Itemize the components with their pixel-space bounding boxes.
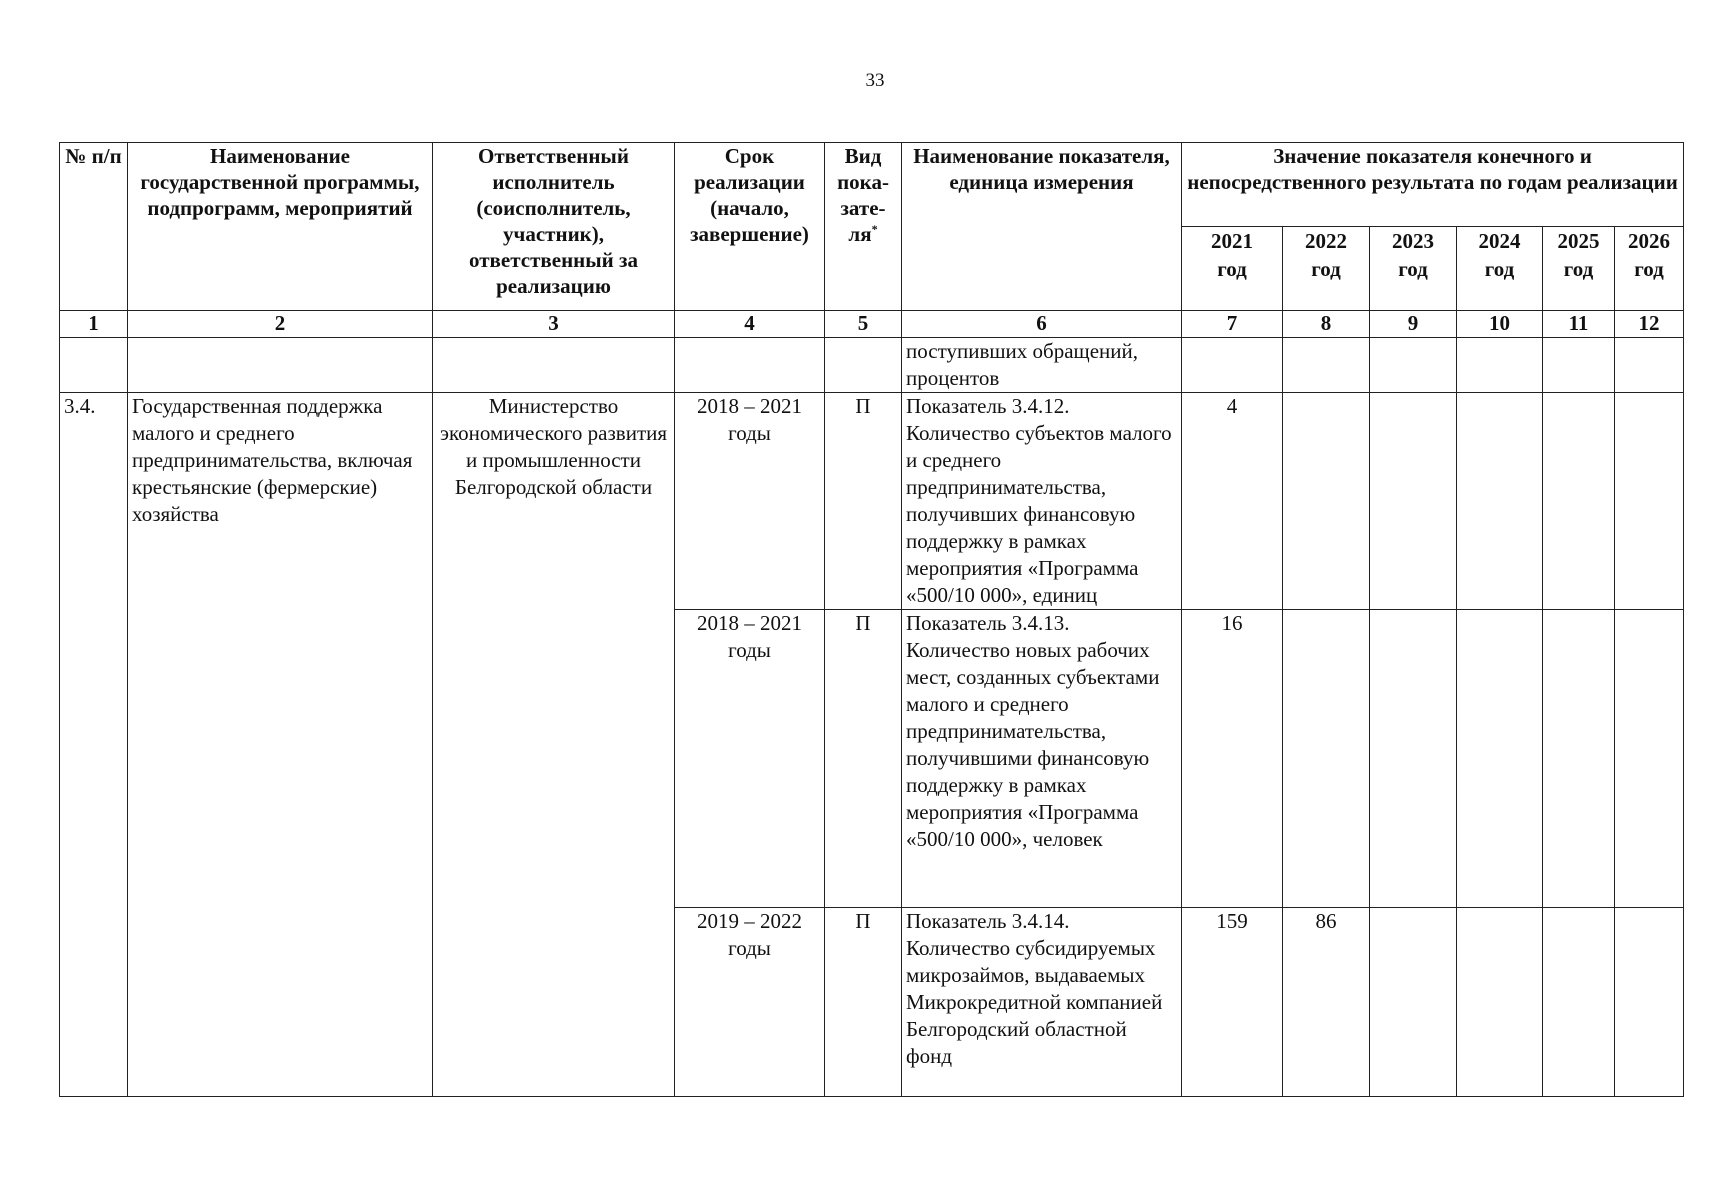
cell-empty — [1370, 338, 1457, 393]
header-period: Срок реализации (начало, завершение) — [675, 143, 825, 311]
indicator-type: П — [825, 610, 902, 908]
indicator-period: 2019 – 2022 годы — [675, 908, 825, 1097]
table-row-continuation — [60, 338, 1684, 393]
header-number: № п/п — [60, 143, 128, 311]
header-program-name: Наименование государственной программы, подпрограмм, мероприятий — [128, 143, 433, 311]
indicator-value-2021: 159 — [1182, 908, 1283, 1097]
year-label: 2025 — [1557, 229, 1600, 253]
column-number: 5 — [825, 311, 902, 338]
cell-empty — [1457, 338, 1543, 393]
indicator-value-2022 — [1283, 393, 1370, 610]
indicator-value-2023 — [1370, 393, 1457, 610]
column-numbers-row — [60, 311, 1684, 338]
indicator-value-2026 — [1615, 610, 1684, 908]
indicator-value-2022 — [1283, 610, 1370, 908]
year-unit: год — [1563, 257, 1594, 281]
column-number: 2 — [128, 311, 433, 338]
indicator-value-2024 — [1457, 908, 1543, 1097]
indicator-value-2025 — [1543, 393, 1615, 610]
column-number: 10 — [1457, 311, 1543, 338]
indicator-name-continued: поступивших обращений, процентов — [902, 338, 1182, 393]
column-number: 11 — [1543, 311, 1615, 338]
indicator-type: П — [825, 908, 902, 1097]
indicator-period: 2018 – 2021 годы — [675, 393, 825, 610]
cell-empty — [825, 338, 902, 393]
column-number: 6 — [902, 311, 1182, 338]
header-year-2026 — [1615, 227, 1684, 311]
cell-empty — [1543, 338, 1615, 393]
section-executor: Министерство экономического развития и промышленности Белгородской области — [433, 393, 675, 1097]
indicator-name: Показатель 3.4.14. Количество субсидируемых микрозаймов, выдаваемых Микрокредитной компанией Белгородский областной фонд — [902, 908, 1182, 1097]
year-unit: год — [1311, 257, 1341, 281]
year-label: 2026 — [1628, 229, 1671, 253]
header-year-2021 — [1182, 227, 1283, 311]
cell-empty — [1615, 338, 1684, 393]
indicator-value-2024 — [1457, 393, 1543, 610]
column-number: 1 — [60, 311, 128, 338]
header-year-2023 — [1370, 227, 1457, 311]
year-label: 2024 — [1478, 229, 1521, 253]
indicator-value-2023 — [1370, 610, 1457, 908]
year-unit: год — [1217, 257, 1247, 281]
column-number: 7 — [1182, 311, 1283, 338]
year-label: 2022 — [1305, 229, 1347, 253]
year-label: 2023 — [1392, 229, 1434, 253]
header-year-2022 — [1283, 227, 1370, 311]
table-row — [60, 393, 1684, 610]
year-unit: год — [1484, 257, 1515, 281]
cell-empty — [1182, 338, 1283, 393]
section-name: Государственная поддержка малого и среднего предпринимательства, включая крестьянские (фермерские) хозяйства — [128, 393, 433, 1097]
column-number: 8 — [1283, 311, 1370, 338]
indicator-value-2025 — [1543, 908, 1615, 1097]
cell-empty — [1283, 338, 1370, 393]
indicator-period: 2018 – 2021 годы — [675, 610, 825, 908]
page-number: 33 — [865, 70, 885, 91]
header-year-2025 — [1543, 227, 1615, 311]
header-indicator-name: Наименование показателя, единица измерения — [902, 143, 1182, 311]
indicator-type: П — [825, 393, 902, 610]
year-unit: год — [1398, 257, 1428, 281]
indicator-name: Показатель 3.4.12. Количество субъектов малого и среднего предпринимательства, получивших финансовую поддержку в рамках мероприятия «Программа «500/10 000», единиц — [902, 393, 1182, 610]
cell-empty — [60, 338, 128, 393]
cell-empty — [675, 338, 825, 393]
header-executor: Ответственный исполнитель (соисполнитель, участник), ответственный за реализацию — [433, 143, 675, 311]
indicator-value-2021: 16 — [1182, 610, 1283, 908]
column-number: 3 — [433, 311, 675, 338]
header-year-2024 — [1457, 227, 1543, 311]
column-number: 4 — [675, 311, 825, 338]
footnote-mark: * — [871, 222, 878, 236]
indicator-value-2026 — [1615, 393, 1684, 610]
indicator-value-2021: 4 — [1182, 393, 1283, 610]
year-unit: год — [1634, 257, 1664, 281]
header-indicator-type-label: Вид пока-зате-ля — [837, 144, 889, 246]
header-indicator-type — [825, 143, 902, 311]
cell-empty — [128, 338, 433, 393]
indicator-value-2025 — [1543, 610, 1615, 908]
indicator-value-2022: 86 — [1283, 908, 1370, 1097]
header-values-group: Значение показателя конечного и непосредственного результата по годам реализации — [1182, 143, 1684, 227]
indicator-name: Показатель 3.4.13. Количество новых рабочих мест, созданных субъектами малого и среднего предпринимательства, получившими финансовую поддержку в рамках мероприятия «Программа «500/10 000», человек — [902, 610, 1182, 908]
column-number: 9 — [1370, 311, 1457, 338]
year-label: 2021 — [1211, 229, 1253, 253]
cell-empty — [433, 338, 675, 393]
section-number: 3.4. — [60, 393, 128, 1097]
column-number: 12 — [1615, 311, 1684, 338]
indicator-value-2024 — [1457, 610, 1543, 908]
indicators-table — [59, 142, 1684, 1097]
indicator-value-2023 — [1370, 908, 1457, 1097]
indicator-value-2026 — [1615, 908, 1684, 1097]
header-row — [60, 143, 1684, 227]
